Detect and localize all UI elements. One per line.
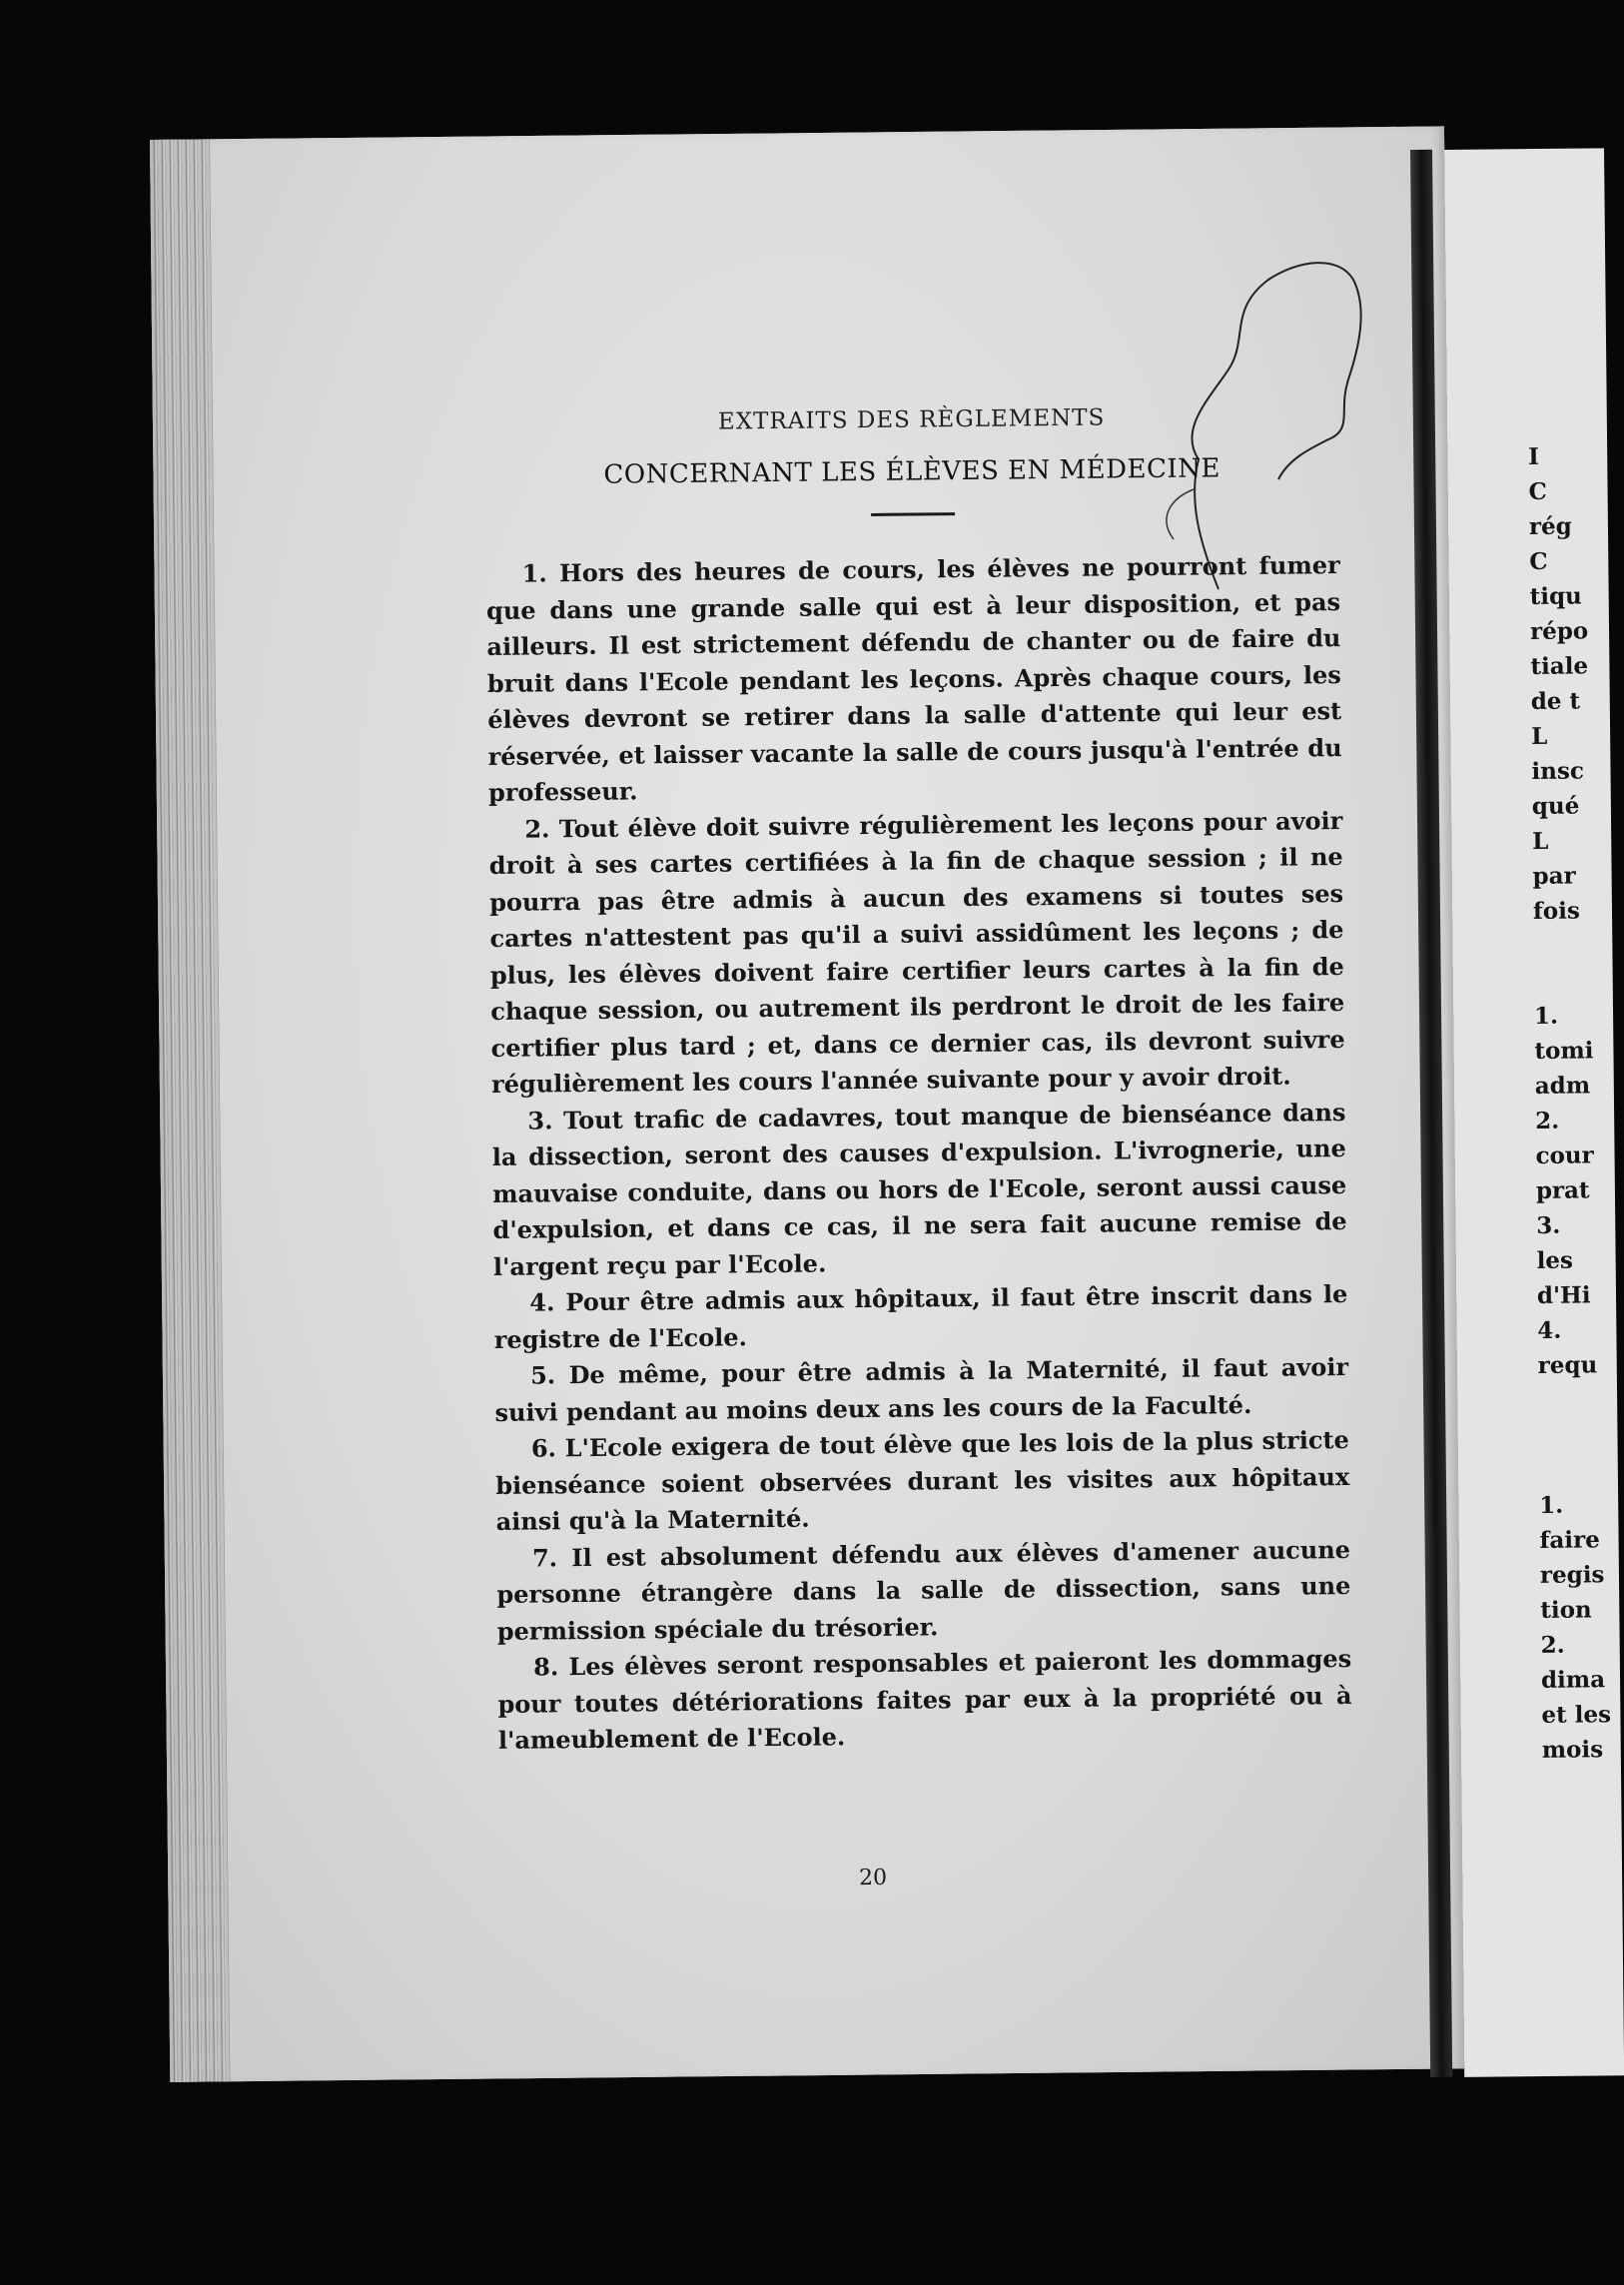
right-page-fragment: tomi bbox=[1534, 1037, 1594, 1065]
right-page-fragment: requ bbox=[1537, 1351, 1598, 1379]
right-page-fragment: 2. bbox=[1535, 1107, 1560, 1135]
right-page-fragment bbox=[1539, 1452, 1609, 1488]
rule-paragraph-2: 2. Tout élève doit suivre régulièrement les leçons pour avoir droit à ses cartes certifiées à la fin de chaque session ; il ne pourra pas être admis à aucun des examens si toutes ses cartes n'attestent pas qu'il a suivi assidûment les leçons ; de plus, les élèves doivent faire certifier leurs cartes à la fin de chaque session, ou autrement ils perdront le droit de les faire certifier plus tard ; et, dans ce dernier cas, ils devront suivre régulièrement les cours l'année suivante pour y avoir droit. bbox=[488, 805, 1345, 1099]
rules-list bbox=[486, 547, 1353, 1759]
rule-paragraph-4: 4. Pour être admis aux hôpitaux, il faut être inscrit dans le registre de l'Ecole. bbox=[493, 1278, 1348, 1354]
rule-paragraph-1: 1. Hors des heures de cours, les élèves ne pourront fumer que dans une grande salle qui est à leur disposition, et pas ailleurs. Il est strictement défendu de chanter ou de faire du bruit dans l'Ecole pendant les leçons. Après chaque cours, les élèves devront se retirer dans la salle d'attente qui leur est réservée, et laisser vacante la salle de cours jusqu'à l'entrée du professeur. bbox=[485, 550, 1342, 807]
right-page-fragment: tiale bbox=[1530, 652, 1589, 680]
right-page-fragment: adm bbox=[1534, 1072, 1591, 1100]
right-page-fragment bbox=[1533, 928, 1603, 964]
right-page-fragment: les bbox=[1536, 1246, 1574, 1274]
right-page-fragment: tiqu bbox=[1529, 582, 1582, 610]
rule-paragraph-6: 6. L'Ecole exigera de tout élève que les lois de la plus stricte bienséance soient observées durant les visites aux hôpitaux ainsi qu'à la Maternité. bbox=[495, 1424, 1350, 1536]
title-rule bbox=[871, 512, 955, 516]
right-page-fragment: insc bbox=[1531, 757, 1585, 785]
rule-paragraph-3: 3. Tout trafic de cadavres, tout manque de bienséance dans la dissection, seront des causes d'expulsion. L'ivrognerie, une mauvaise conduite, dans ou hors de l'Ecole, seront aussi cause d'expulsion, et dans ce cas, il ne sera fait aucune remise de l'argent reçu par l'Ecole. bbox=[491, 1097, 1347, 1281]
right-page-fragment: répo bbox=[1529, 617, 1589, 645]
page-content bbox=[484, 402, 1352, 1759]
right-page-fragment: fois bbox=[1532, 897, 1581, 925]
right-page-fragment: L bbox=[1532, 827, 1549, 855]
right-page-fragment: 2. bbox=[1540, 1631, 1565, 1659]
right-page-fragment: par bbox=[1532, 862, 1576, 890]
right-page-fragment bbox=[1533, 963, 1603, 999]
right-page-fragment: I bbox=[1528, 442, 1540, 470]
right-page-fragment: faire bbox=[1539, 1526, 1600, 1554]
right-page-fragment bbox=[1538, 1382, 1608, 1418]
right-page-fragment: 1. bbox=[1539, 1491, 1564, 1519]
rule-paragraph-7: 7. Il est absolument défendu aux élèves d'amener aucune personne étrangère dans la salle de dissection, sans une permission spéciale du trésorier. bbox=[496, 1534, 1351, 1646]
right-page-fragment: qué bbox=[1531, 792, 1580, 820]
right-page-fragment: C bbox=[1528, 477, 1548, 505]
right-page-fragment: C bbox=[1529, 547, 1548, 575]
right-page-fragment bbox=[1538, 1417, 1608, 1453]
right-page-fragment: 1. bbox=[1533, 1002, 1559, 1030]
right-page-fragment: mois bbox=[1541, 1736, 1604, 1764]
right-page-text-fragments bbox=[1528, 438, 1612, 1768]
right-page-fragment: tion bbox=[1540, 1596, 1592, 1624]
right-page-fragment: rég bbox=[1528, 512, 1572, 540]
rule-paragraph-5: 5. De même, pour être admis à la Maternité, il faut avoir suivi pendant au moins deux ans les cours de la Faculté. bbox=[494, 1351, 1349, 1427]
right-page-fragment: L bbox=[1530, 722, 1548, 750]
right-page-fragment: 3. bbox=[1536, 1211, 1561, 1239]
right-page-fragment: cour bbox=[1535, 1142, 1594, 1169]
right-page-fragment: 4. bbox=[1537, 1316, 1562, 1344]
right-page-fragment: de t bbox=[1530, 687, 1581, 715]
page-header: EXTRAITS DES RÈGLEMENTS bbox=[717, 404, 1106, 435]
page-number: 20 bbox=[858, 1865, 888, 1892]
right-page-fragment: dima bbox=[1540, 1666, 1606, 1694]
right-page-fragment: regis bbox=[1539, 1561, 1605, 1589]
right-page-fragment: prat bbox=[1535, 1176, 1590, 1204]
right-page-fragment: et les bbox=[1541, 1701, 1612, 1729]
right-page-fragment: d'Hi bbox=[1536, 1281, 1591, 1309]
rule-paragraph-8: 8. Les élèves seront responsables et paieront les dommages pour toutes détériorations faites par eux à la propriété ou à l'ameublement de l'Ecole. bbox=[497, 1643, 1352, 1755]
page-title: CONCERNANT LES ÉLÈVES EN MÉDECINE bbox=[603, 453, 1221, 490]
